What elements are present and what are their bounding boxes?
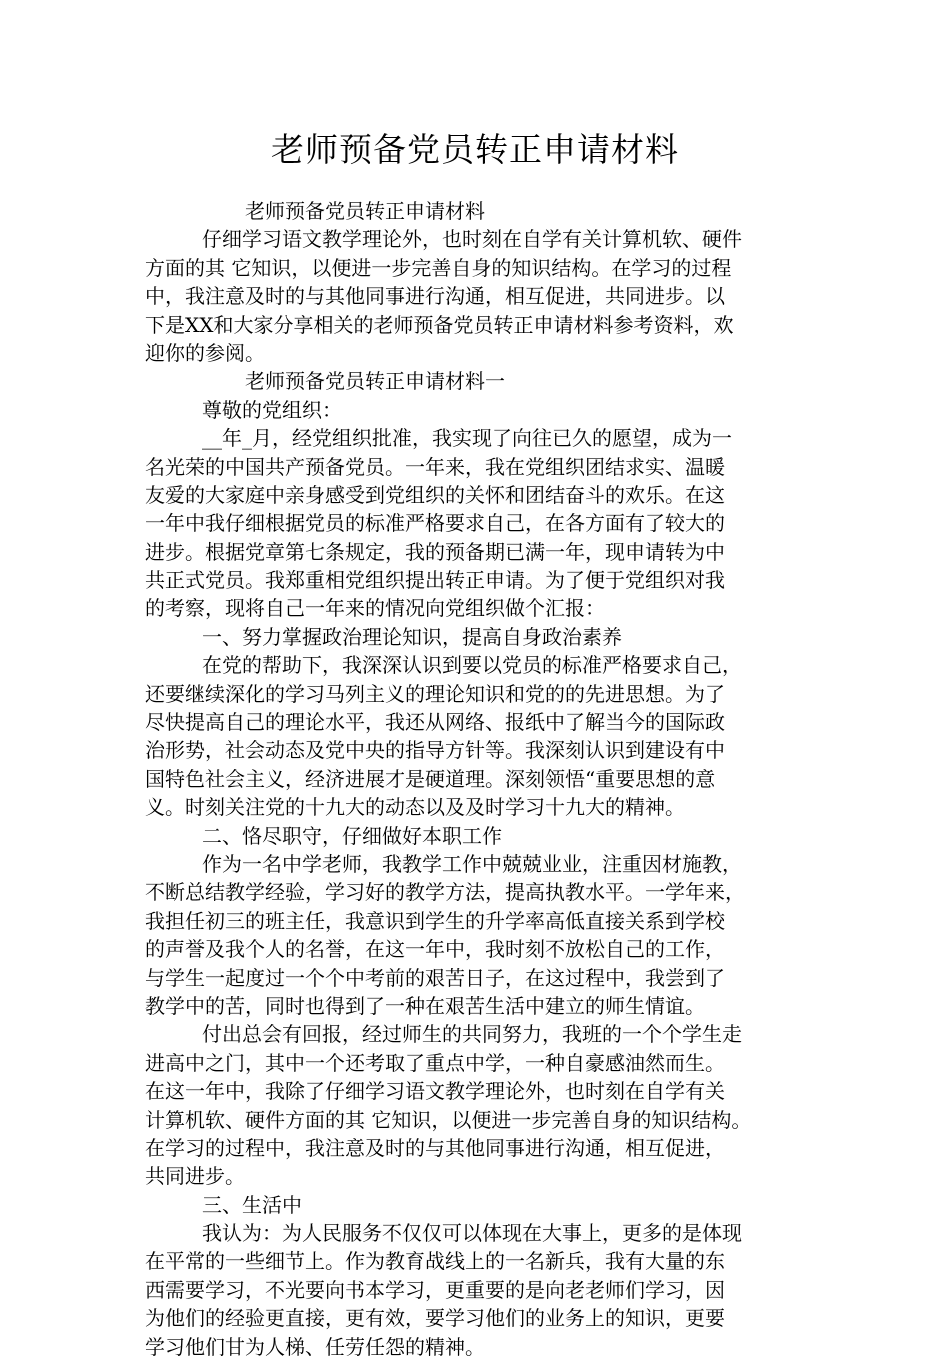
text-line: 在平常的一些细节上。作为教育战线上的一名新兵，我有大量的东 xyxy=(145,1249,725,1274)
text-line: 进高中之门，其中一个还考取了重点中学，一种自豪感油然而生。 xyxy=(145,1050,725,1075)
text-line: 一年中我仔细根据党员的标准严格要求自己，在各方面有了较大的 xyxy=(145,511,725,536)
text-line: 在这一年中，我除了仔细学习语文教学理论外，也时刻在自学有关 xyxy=(145,1079,725,1104)
document-title: 老师预备党员转正申请材料 xyxy=(271,130,679,169)
text-line: 尽快提高自己的理论水平，我还从网络、报纸中了解当今的国际政 xyxy=(145,710,725,735)
text-line: 西需要学习，不光要向书本学习，更重要的是向老老师们学习，因 xyxy=(145,1277,725,1302)
text-line: 进步。根据党章第七条规定，我的预备期已满一年，现申请转为中 xyxy=(145,539,725,564)
text-line: 尊敬的党组织： xyxy=(202,397,342,422)
text-line: 作为一名中学老师，我教学工作中兢兢业业，注重因材施教， xyxy=(202,851,742,876)
text-line: 在学习的过程中，我注意及时的与其他同事进行沟通，相互促进， xyxy=(145,1135,725,1160)
text-line: 在党的帮助下，我深深认识到要以党员的标准严格要求自己， xyxy=(202,653,742,678)
text-line: 还要继续深化的学习马列主义的理论知识和党的的先进思想。为了 xyxy=(145,681,725,706)
text-line: 义。时刻关注党的十九大的动态以及及时学习十九大的精神。 xyxy=(145,795,685,820)
text-line: 共正式党员。我郑重相党组织提出转正申请。为了便于党组织对我 xyxy=(145,568,725,593)
text-line: 国特色社会主义，经济进展才是硬道理。深刻领悟“重要思想的意 xyxy=(145,766,716,791)
text-line: 不断总结教学经验，学习好的教学方法，提高执教水平。一学年来， xyxy=(145,880,745,905)
text-line: 共同进步。 xyxy=(145,1164,245,1189)
text-line: 的考察，现将自己一年来的情况向党组织做个汇报： xyxy=(145,596,605,621)
document-body xyxy=(145,197,825,1361)
text-line: 下是XX和大家分享相关的老师预备党员转正申请材料参考资料，欢 xyxy=(145,312,734,337)
text-line: 友爱的大家庭中亲身感受到党组织的关怀和团结奋斗的欢乐。在这 xyxy=(145,482,725,507)
text-line: 三、生活中 xyxy=(202,1192,302,1217)
text-line: 学习他们甘为人梯、任劳任怨的精神。 xyxy=(145,1334,485,1359)
text-line: 方面的其 它知识，以便进一步完善自身的知识结构。在学习的过程 xyxy=(145,255,732,280)
text-line: __年_月，经党组织批准，我实现了向往已久的愿望，成为一 xyxy=(202,426,732,451)
text-line: 中，我注意及时的与其他同事进行沟通，相互促进，共同进步。以 xyxy=(145,284,725,309)
text-line: 老师预备党员转正申请材料 xyxy=(245,199,485,223)
text-line: 计算机软、硬件方面的其 它知识，以便进一步完善自身的知识结构。 xyxy=(145,1107,752,1132)
text-line: 名光荣的中国共产预备党员。一年来，我在党组织团结求实、温暖 xyxy=(145,454,725,479)
text-line: 二、恪尽职守，仔细做好本职工作 xyxy=(202,823,502,848)
text-line: 仔细学习语文教学理论外，也时刻在自学有关计算机软、硬件 xyxy=(202,227,742,252)
text-line: 我担任初三的班主任，我意识到学生的升学率高低直接关系到学校 xyxy=(145,908,725,933)
text-line: 我认为：为人民服务不仅仅可以体现在大事上，更多的是体现 xyxy=(202,1221,742,1246)
text-line: 一、努力掌握政治理论知识，提高自身政治素养 xyxy=(202,624,622,649)
text-line: 付出总会有回报，经过师生的共同努力，我班的一个个学生走 xyxy=(202,1022,742,1047)
text-line: 老师预备党员转正申请材料一 xyxy=(245,369,505,394)
text-line: 教学中的苦，同时也得到了一种在艰苦生活中建立的师生情谊。 xyxy=(145,993,705,1018)
text-line: 与学生一起度过一个个中考前的艰苦日子，在这过程中，我尝到了 xyxy=(145,965,725,990)
text-line: 治形势，社会动态及党中央的指导方针等。我深刻认识到建设有中 xyxy=(145,738,725,763)
text-line: 的声誉及我个人的名誉，在这一年中，我时刻不放松自己的工作， xyxy=(145,937,725,962)
text-line: 为他们的经验更直接，更有效，要学习他们的业务上的知识，更要 xyxy=(145,1306,725,1331)
text-line: 迎你的参阅。 xyxy=(145,340,265,365)
